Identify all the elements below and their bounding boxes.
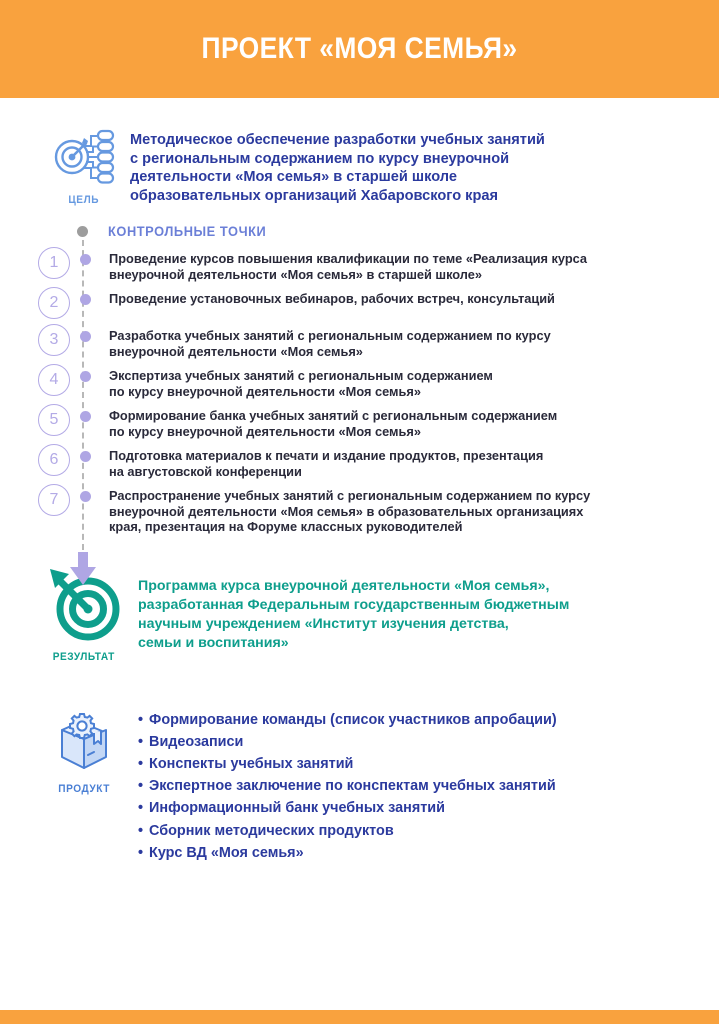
checkpoint-number: 4 bbox=[38, 364, 70, 396]
checkpoint-text-line: Подготовка материалов к печати и издание продуктов, презентация bbox=[109, 448, 544, 463]
list-item-label: Экспертное заключение по конспектам учебных занятий bbox=[149, 778, 556, 795]
list-item-label: Видеозаписи bbox=[149, 733, 244, 750]
checkpoint-text-line: внеурочной деятельности «Моя семья» bbox=[109, 343, 363, 359]
goal-text-line: Методическое обеспечение разработки учебных занятий bbox=[130, 132, 545, 148]
checkpoint-number: 3 bbox=[38, 324, 70, 356]
list-item bbox=[138, 820, 557, 842]
checkpoint-marker bbox=[70, 408, 100, 422]
list-item-label: Сборник методических продуктов bbox=[149, 822, 394, 839]
checkpoint-text-line: Проведение курсов повышения квалификации по теме «Реализация курса bbox=[109, 251, 588, 266]
goal-caption: ЦЕЛЬ bbox=[68, 194, 100, 206]
timeline-dot-icon bbox=[80, 294, 91, 305]
timeline-dot-icon bbox=[80, 371, 91, 382]
result-text-line: научным учреждением «Институт изучения детства, bbox=[138, 615, 509, 632]
bullet-icon: • bbox=[138, 844, 144, 861]
checkpoint-number: 5 bbox=[38, 404, 70, 436]
checkpoint-number: 6 bbox=[38, 444, 70, 476]
target-checklist-icon bbox=[53, 128, 115, 191]
product-section bbox=[0, 707, 719, 864]
list-item-label: Конспекты учебных занятий bbox=[149, 755, 354, 772]
checkpoint-marker bbox=[70, 448, 100, 462]
goal-section bbox=[0, 128, 719, 206]
bullet-icon: • bbox=[138, 778, 144, 795]
result-text bbox=[138, 565, 569, 653]
checkpoints-heading: КОНТРОЛЬНЫЕ ТОЧКИ bbox=[108, 223, 267, 239]
checkpoint-number: 7 bbox=[38, 484, 70, 516]
checkpoint-text bbox=[109, 488, 590, 535]
checkpoint-text bbox=[109, 291, 555, 307]
product-icon-column bbox=[38, 707, 130, 795]
bullet-icon: • bbox=[138, 733, 144, 750]
bullet-icon: • bbox=[138, 822, 144, 839]
checkpoint-text bbox=[109, 408, 557, 439]
list-item-label: Курс ВД «Моя семья» bbox=[149, 844, 304, 861]
checkpoint-item bbox=[38, 291, 719, 319]
timeline-dot-icon bbox=[80, 451, 91, 462]
checkpoint-item bbox=[38, 328, 719, 359]
bullet-icon: • bbox=[138, 755, 144, 772]
checkpoint-text-line: по курсу внеурочной деятельности «Моя семья» bbox=[109, 383, 421, 399]
checkpoint-item bbox=[38, 488, 719, 535]
bullet-icon: • bbox=[138, 711, 144, 728]
checkpoint-text-line: Экспертиза учебных занятий с региональным содержанием bbox=[109, 368, 493, 383]
timeline-start-dot bbox=[77, 226, 88, 237]
timeline-dot-icon bbox=[80, 254, 91, 265]
list-item bbox=[138, 709, 557, 731]
checkpoint-text-line: Распространение учебных занятий с региональным содержанием по курсу bbox=[109, 488, 591, 503]
checkpoint-number: 2 bbox=[38, 287, 70, 319]
checkpoint-text-line: Проведение установочных вебинаров, рабочих встреч, консультаций bbox=[109, 291, 555, 306]
goal-text-line: деятельности «Моя семья» в старшей школе bbox=[130, 169, 457, 185]
list-item-label: Информационный банк учебных занятий bbox=[149, 800, 445, 817]
list-item bbox=[138, 731, 557, 753]
checkpoint-text-line: на августовской конференции bbox=[109, 463, 302, 479]
checkpoints-section bbox=[0, 220, 719, 535]
checkpoint-text-line: Разработка учебных занятий с региональным содержанием по курсу bbox=[109, 328, 551, 343]
checkpoint-item bbox=[38, 448, 719, 479]
product-caption: ПРОДУКТ bbox=[58, 782, 110, 795]
box-gear-icon bbox=[54, 713, 114, 780]
checkpoints-heading-row bbox=[38, 220, 719, 242]
list-item bbox=[138, 842, 557, 864]
checkpoint-text-line: Формирование банка учебных занятий с региональным содержанием bbox=[109, 408, 558, 423]
list-item bbox=[138, 797, 557, 819]
checkpoint-text-line: внеурочной деятельности «Моя семья» в старшей школе» bbox=[109, 266, 483, 282]
goal-text-line: с региональным содержанием по курсу внеурочной bbox=[130, 150, 510, 167]
checkpoint-marker bbox=[70, 368, 100, 382]
checkpoint-text-line: края, презентация на Форуме классных руководителей bbox=[109, 519, 463, 534]
list-item-label: Формирование команды (список участников апробации) bbox=[149, 711, 557, 728]
timeline-down-arrow-icon bbox=[68, 552, 98, 586]
checkpoint-text bbox=[109, 251, 587, 282]
list-item bbox=[138, 753, 557, 775]
page-title: ПРОЕКТ «МОЯ СЕМЬЯ» bbox=[201, 32, 518, 65]
timeline-dot-icon bbox=[80, 491, 91, 502]
result-text-line: семьи и воспитания» bbox=[138, 634, 289, 651]
header-banner bbox=[0, 0, 719, 98]
result-section bbox=[0, 565, 719, 663]
checkpoint-text-line: внеурочной деятельности «Моя семья» в образовательных организациях bbox=[109, 503, 584, 519]
checkpoint-marker bbox=[70, 328, 100, 342]
list-item bbox=[138, 775, 557, 797]
goal-text bbox=[130, 128, 545, 205]
result-caption: РЕЗУЛЬТАТ bbox=[52, 650, 116, 663]
checkpoint-item bbox=[38, 251, 719, 282]
bullet-icon: • bbox=[138, 800, 144, 817]
checkpoint-text bbox=[109, 368, 493, 399]
checkpoint-marker bbox=[70, 488, 100, 502]
timeline-dot-icon bbox=[80, 411, 91, 422]
checkpoint-item bbox=[38, 408, 719, 439]
result-text-line: Программа курса внеурочной деятельности «Моя семья», bbox=[138, 577, 550, 594]
checkpoint-number: 1 bbox=[38, 247, 70, 279]
checkpoint-text-line: по курсу внеурочной деятельности «Моя семья» bbox=[109, 423, 421, 439]
goal-icon-column bbox=[38, 128, 130, 206]
footer-bar bbox=[0, 1010, 719, 1024]
checkpoint-item bbox=[38, 368, 719, 399]
checkpoint-marker bbox=[70, 251, 100, 265]
product-list bbox=[138, 707, 557, 864]
checkpoint-marker bbox=[70, 291, 100, 305]
goal-text-line: образовательных организаций Хабаровского края bbox=[130, 187, 499, 204]
timeline-dot-icon bbox=[80, 331, 91, 342]
result-text-line: разработанная Федеральным государственным бюджетным bbox=[138, 596, 570, 613]
checkpoint-text bbox=[109, 448, 543, 479]
checkpoint-text bbox=[109, 328, 551, 359]
